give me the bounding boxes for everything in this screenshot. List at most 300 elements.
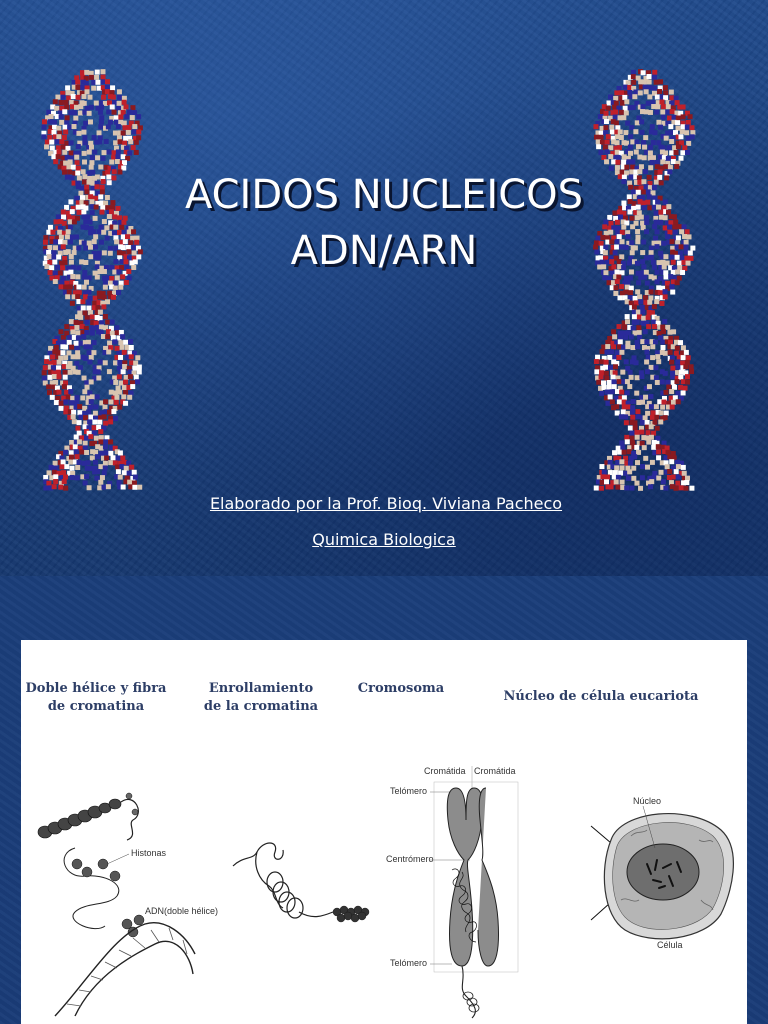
helix-atom [613, 291, 618, 296]
helix-atom [671, 400, 676, 405]
helix-atom [637, 330, 642, 335]
helix-atom [625, 314, 630, 319]
helix-atom [86, 300, 91, 305]
helix-atom [76, 131, 81, 136]
helix-atom [103, 399, 108, 404]
helix-atom [619, 284, 624, 289]
helix-atom [130, 384, 135, 389]
helix-atom [623, 290, 628, 295]
helix-atom [634, 445, 639, 450]
helix-atom [598, 150, 603, 155]
helix-atom [604, 350, 609, 355]
helix-atom [610, 375, 615, 380]
helix-atom [98, 480, 103, 485]
helix-atom [103, 285, 108, 290]
helix-atom [641, 316, 646, 321]
helix-atom [82, 376, 87, 381]
helix-atom [57, 360, 62, 365]
helix-atom [107, 410, 112, 415]
helix-atom [79, 450, 84, 455]
helix-atom [652, 86, 657, 91]
helix-atom [100, 69, 105, 74]
helix-atom [64, 100, 69, 105]
helix-atom [97, 130, 102, 135]
helix-atom [98, 464, 103, 469]
helix-atom [602, 275, 607, 280]
helix-atom [615, 350, 620, 355]
helix-atom [132, 124, 137, 129]
helix-atom [615, 279, 620, 284]
helix-atom [595, 355, 600, 360]
helix-atom [116, 106, 121, 111]
helix-atom [92, 425, 97, 430]
helix-atom [69, 455, 74, 460]
helix-atom [639, 119, 644, 124]
helix-atom [111, 295, 116, 300]
helix-atom [75, 346, 80, 351]
helix-atom [88, 220, 93, 225]
helix-atom [92, 340, 97, 345]
helix-atom [613, 115, 618, 120]
helix-atom [638, 299, 643, 304]
helix-atom [85, 385, 90, 390]
helix-atom [656, 359, 661, 364]
helix-atom [604, 360, 609, 365]
helix-atom [594, 359, 599, 364]
helix-atom [43, 475, 48, 480]
helix-atom [680, 129, 685, 134]
helix-atom [629, 436, 634, 441]
helix-atom [98, 110, 103, 115]
helix-atom [90, 155, 95, 160]
helix-atom [645, 411, 650, 416]
helix-atom [108, 419, 113, 424]
helix-atom [56, 154, 61, 159]
helix-atom [616, 155, 621, 160]
helix-atom [62, 109, 67, 114]
helix-atom [643, 135, 648, 140]
helix-atom [645, 369, 650, 374]
helix-atom [663, 415, 668, 420]
helix-atom [51, 365, 56, 370]
helix-atom [642, 155, 647, 160]
helix-atom [605, 140, 610, 145]
helix-atom [647, 384, 652, 389]
helix-atom [59, 401, 64, 406]
helix-atom [632, 94, 637, 99]
helix-atom [661, 345, 666, 350]
helix-atom [80, 85, 85, 90]
helix-atom [84, 450, 89, 455]
helix-atom [95, 80, 100, 85]
helix-atom [648, 150, 653, 155]
helix-atom [631, 105, 636, 110]
helix-atom [609, 484, 614, 489]
helix-atom [108, 451, 113, 456]
caption-coiling-line1: Enrollamiento [208, 681, 314, 696]
helix-atom [613, 285, 618, 290]
helix-atom [657, 331, 662, 336]
helix-atom [670, 290, 675, 295]
slide-title-line2: ADN/ARN [290, 228, 478, 274]
helix-atom [108, 460, 113, 465]
helix-atom [648, 484, 653, 489]
helix-atom [124, 104, 129, 109]
helix-atom [65, 155, 70, 160]
helix-atom [663, 289, 668, 294]
helix-atom [62, 384, 67, 389]
helix-atom [686, 141, 691, 146]
helix-atom [68, 159, 73, 164]
helix-atom [648, 145, 653, 150]
helix-atom [668, 220, 673, 225]
helix-atom [671, 329, 676, 334]
helix-atom [635, 409, 640, 414]
helix-atom [83, 441, 88, 446]
helix-atom [600, 480, 605, 485]
helix-atom [649, 289, 654, 294]
helix-atom [55, 95, 60, 100]
helix-atom [682, 145, 687, 150]
helix-atom [63, 399, 68, 404]
helix-atom [103, 450, 108, 455]
helix-atom [599, 486, 604, 491]
helix-atom [115, 159, 120, 164]
helix-atom [637, 155, 642, 160]
helix-atom [654, 80, 659, 85]
helix-atom [636, 280, 641, 285]
helix-atom [635, 344, 640, 349]
helix-atom [638, 486, 643, 491]
helix-atom [630, 159, 635, 164]
helix-atom [615, 140, 620, 145]
helix-atom [80, 299, 85, 304]
helix-atom [652, 474, 657, 479]
helix-atom [49, 114, 54, 119]
helix-atom [75, 80, 80, 85]
helix-atom [95, 394, 100, 399]
helix-atom [65, 115, 70, 120]
helix-atom [129, 354, 134, 359]
chromatin-diagram-panel [21, 640, 747, 1024]
helix-atom [640, 400, 645, 405]
helix-atom [629, 334, 634, 339]
helix-atom [617, 450, 622, 455]
helix-atom [52, 484, 57, 489]
helix-atom [636, 414, 641, 419]
helix-atom [650, 460, 655, 465]
helix-atom [655, 164, 660, 169]
helix-atom [114, 400, 119, 405]
helix-atom [84, 70, 89, 75]
helix-atom [650, 124, 655, 129]
helix-atom [646, 101, 651, 106]
helix-atom [83, 140, 88, 145]
helix-atom [95, 155, 100, 160]
author-link[interactable]: Elaborado por la Prof. Bioq. Viviana Pacheco [209, 494, 563, 513]
helix-atom [611, 329, 616, 334]
helix-atom [647, 79, 652, 84]
helix-atom [82, 94, 87, 99]
helix-atom [652, 420, 657, 425]
helix-atom [132, 485, 137, 490]
helix-atom [113, 286, 118, 291]
helix-atom [88, 434, 93, 439]
helix-atom [128, 339, 133, 344]
helix-atom [623, 414, 628, 419]
helix-atom [69, 319, 74, 324]
helix-atom [115, 465, 120, 470]
helix-atom [684, 486, 689, 491]
helix-atom [634, 430, 639, 435]
helix-atom [82, 389, 87, 394]
helix-atom [660, 159, 665, 164]
helix-atom [675, 280, 680, 285]
helix-atom [653, 365, 658, 370]
helix-atom [74, 75, 79, 80]
helix-atom [53, 159, 58, 164]
helix-atom [111, 335, 116, 340]
helix-atom [626, 404, 631, 409]
helix-atom [686, 355, 691, 360]
course-link[interactable]: Quimica Biologica [312, 530, 456, 549]
helix-atom [604, 119, 609, 124]
helix-atom [651, 155, 656, 160]
helix-atom [102, 219, 107, 224]
helix-atom [44, 144, 49, 149]
helix-atom [58, 329, 63, 334]
helix-atom [76, 95, 81, 100]
helix-atom [608, 365, 613, 370]
chromatin-slide [0, 576, 768, 1024]
helix-atom [59, 406, 64, 411]
helix-atom [75, 330, 80, 335]
helix-atom [665, 325, 670, 330]
helix-atom [110, 320, 115, 325]
helix-atom [87, 296, 92, 301]
helix-atom [599, 359, 604, 364]
helix-atom [640, 475, 645, 480]
helix-atom [88, 310, 93, 315]
helix-atom [90, 455, 95, 460]
helix-atom [75, 294, 80, 299]
helix-atom [663, 150, 668, 155]
helix-atom [74, 341, 79, 346]
helix-atom [625, 319, 630, 324]
caption-coiling-line2: de la cromatina [203, 699, 319, 714]
helix-atom [602, 385, 607, 390]
helix-atom [634, 391, 639, 396]
helix-atom [80, 70, 85, 75]
helix-atom [659, 301, 664, 306]
helix-atom [600, 140, 605, 145]
helix-atom [132, 129, 137, 134]
chromosome-illustration [386, 760, 521, 1020]
helix-atom [603, 125, 608, 130]
helix-atom [107, 149, 112, 154]
helix-atom [119, 330, 124, 335]
helix-atom [82, 110, 87, 115]
helix-atom [690, 134, 695, 139]
helix-atom [632, 304, 637, 309]
helix-atom [603, 365, 608, 370]
helix-atom [137, 369, 142, 374]
helix-atom [68, 284, 73, 289]
helix-atom [86, 340, 91, 345]
helix-atom [616, 275, 621, 280]
helix-atom [103, 405, 108, 410]
helix-atom [668, 274, 673, 279]
helix-atom [89, 145, 94, 150]
helix-atom [630, 410, 635, 415]
helix-atom [76, 144, 81, 149]
helix-atom [634, 140, 639, 145]
helix-atom [44, 359, 49, 364]
helix-atom [623, 130, 628, 135]
helix-atom [105, 334, 110, 339]
helix-atom [658, 125, 663, 130]
helix-atom [90, 331, 95, 336]
helix-atom [103, 465, 108, 470]
helix-atom [84, 89, 89, 94]
helix-atom [63, 345, 68, 350]
helix-atom [618, 339, 623, 344]
helix-atom [636, 325, 641, 330]
helix-atom [599, 464, 604, 469]
helix-atom [101, 485, 106, 490]
helix-atom [664, 390, 669, 395]
helix-atom [610, 130, 615, 135]
helix-atom [91, 86, 96, 91]
helix-atom [63, 355, 68, 360]
helix-atom [117, 95, 122, 100]
helix-atom [77, 420, 82, 425]
helix-atom [670, 366, 675, 371]
helix-atom [669, 284, 674, 289]
helix-atom [665, 380, 670, 385]
helix-atom [46, 384, 51, 389]
helix-atom [113, 140, 118, 145]
helix-atom [66, 96, 71, 101]
helix-atom [133, 475, 138, 480]
helix-atom [628, 290, 633, 295]
helix-atom [655, 104, 660, 109]
helix-atom [642, 145, 647, 150]
helix-atom [107, 369, 112, 374]
helix-atom [617, 295, 622, 300]
helix-atom [660, 405, 665, 410]
helix-atom [84, 436, 89, 441]
helix-atom [681, 104, 686, 109]
helix-atom [642, 445, 647, 450]
helix-atom [121, 154, 126, 159]
helix-atom [637, 335, 642, 340]
helix-atom [72, 110, 77, 115]
helix-atom [629, 486, 634, 491]
helix-atom [649, 404, 654, 409]
helix-atom [105, 85, 110, 90]
helix-atom [689, 125, 694, 130]
helix-atom [127, 395, 132, 400]
helix-atom [78, 104, 83, 109]
helix-atom [656, 140, 661, 145]
helix-atom [605, 390, 610, 395]
helix-atom [82, 160, 87, 165]
helix-atom [106, 124, 111, 129]
helix-atom [63, 285, 68, 290]
helix-atom [62, 479, 67, 484]
helix-atom [624, 485, 629, 490]
helix-atom [674, 150, 679, 155]
label-telomero-bottom: Telómero [390, 958, 428, 968]
helix-atom [663, 294, 668, 299]
helix-atom [606, 134, 611, 139]
helix-atom [686, 120, 691, 125]
helix-atom [641, 70, 646, 75]
helix-atom [74, 320, 79, 325]
helix-atom [678, 340, 683, 345]
helix-atom [665, 281, 670, 286]
helix-atom [48, 119, 53, 124]
helix-atom [99, 105, 104, 110]
helix-atom [669, 139, 674, 144]
helix-atom [628, 370, 633, 375]
helix-atom [626, 80, 631, 85]
helix-atom [631, 476, 636, 481]
helix-atom [629, 431, 634, 436]
helix-atom [655, 279, 660, 284]
helix-atom [640, 464, 645, 469]
helix-atom [64, 464, 69, 469]
helix-atom [50, 395, 55, 400]
helix-atom [623, 85, 628, 90]
helix-atom [601, 380, 606, 385]
helix-atom [94, 75, 99, 80]
helix-atom [671, 474, 676, 479]
helix-atom [610, 399, 615, 404]
helix-atom [47, 135, 52, 140]
helix-atom [76, 370, 81, 375]
helix-atom [616, 475, 621, 480]
helix-atom [74, 434, 79, 439]
helix-atom [599, 391, 604, 396]
helix-atom [636, 310, 641, 315]
helix-atom [644, 339, 649, 344]
helix-atom [75, 454, 80, 459]
helix-atom [103, 444, 108, 449]
helix-atom [54, 400, 59, 405]
helix-atom [647, 74, 652, 79]
helix-atom [41, 125, 46, 130]
helix-atom [615, 160, 620, 165]
helix-atom [593, 124, 598, 129]
helix-atom [94, 101, 99, 106]
helix-atom [668, 350, 673, 355]
helix-atom [56, 126, 61, 131]
helix-atom [658, 79, 663, 84]
helix-atom [64, 120, 69, 125]
helix-atom [67, 290, 72, 295]
helix-atom [679, 485, 684, 490]
helix-atom [617, 86, 622, 91]
helix-atom [639, 130, 644, 135]
helix-atom [656, 455, 661, 460]
helix-atom [134, 140, 139, 145]
helix-atom [625, 379, 630, 384]
helix-atom [631, 326, 636, 331]
helix-atom [119, 464, 124, 469]
helix-atom [637, 294, 642, 299]
